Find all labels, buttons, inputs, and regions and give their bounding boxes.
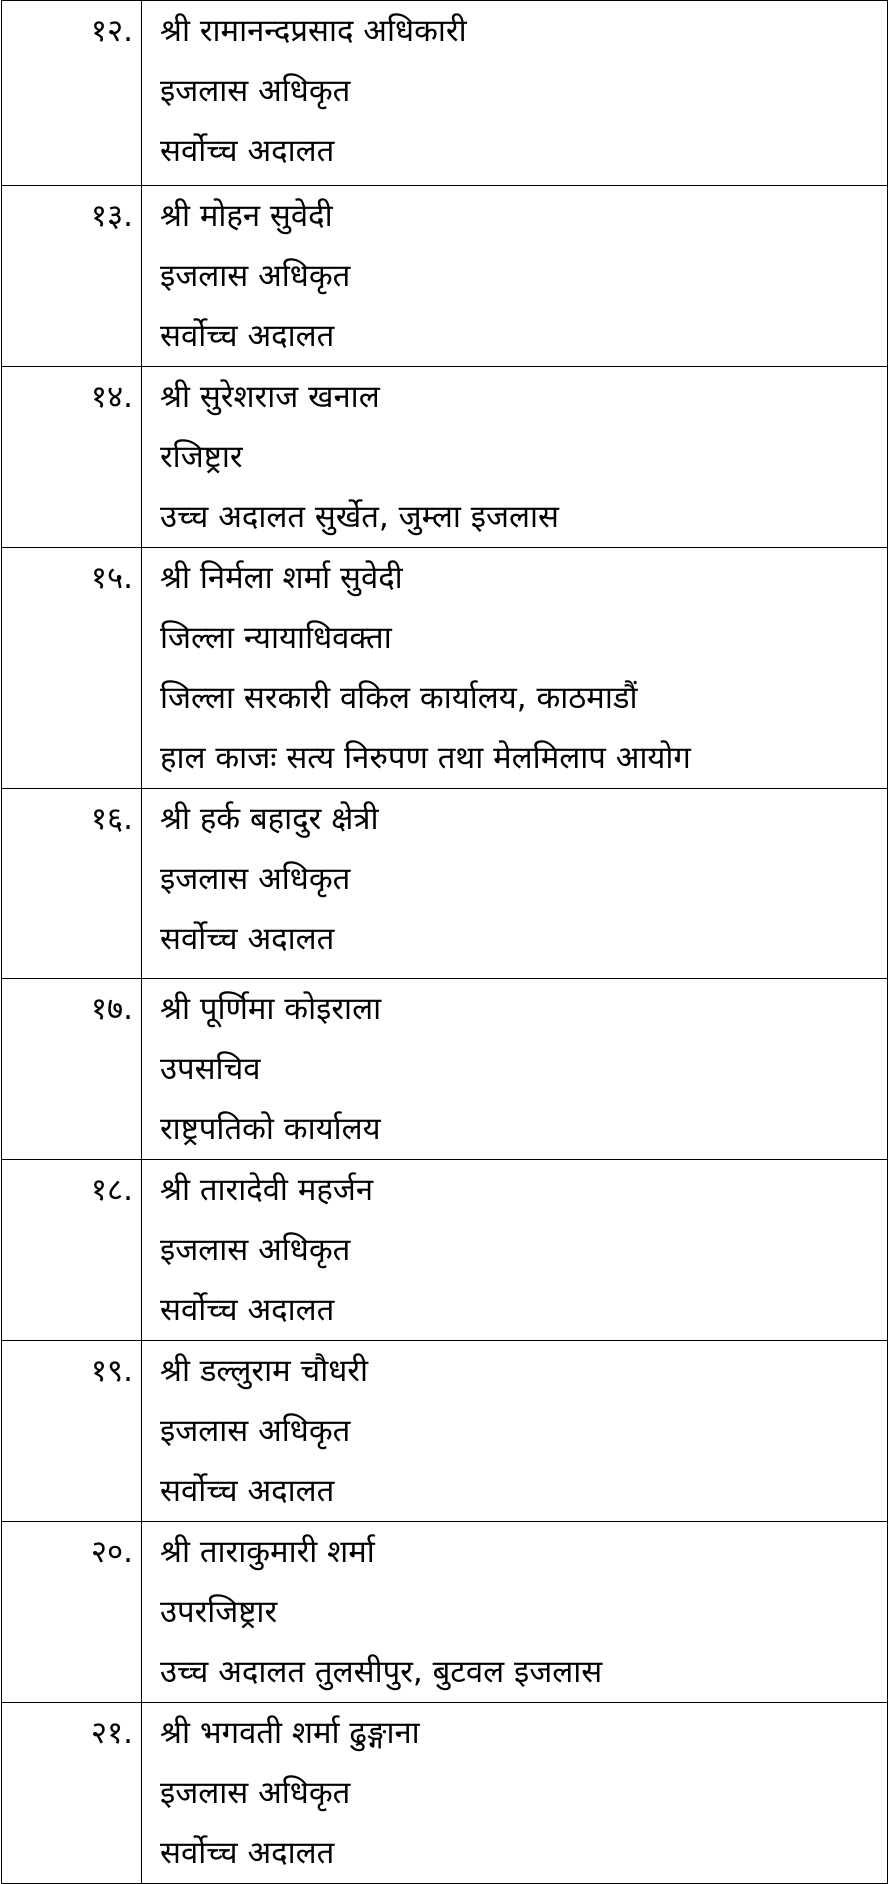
person-designation: इजलास अधिकृत (160, 1775, 351, 1811)
row-number: १४. (2, 367, 142, 548)
person-details (142, 186, 888, 367)
row-number: १९. (2, 1341, 142, 1522)
person-details (142, 1522, 888, 1703)
person-details (142, 1341, 888, 1522)
person-office: सर्वोच्च अदालत (160, 318, 335, 354)
person-office: सर्वोच्च अदालत (160, 1835, 335, 1871)
person-details (142, 367, 888, 548)
row-number: १७. (2, 979, 142, 1160)
person-details (142, 1160, 888, 1341)
person-name: श्री निर्मला शर्मा सुवेदी (160, 560, 403, 596)
person-office: उच्च अदालत तुलसीपुर, बुटवल इजलास (160, 1654, 603, 1690)
personnel-table (1, 0, 888, 1884)
row-number: १२. (2, 1, 142, 186)
person-details (142, 789, 888, 979)
person-office: उच्च अदालत सुर्खेत, जुम्ला इजलास (160, 499, 559, 535)
person-designation: इजलास अधिकृत (160, 1232, 351, 1268)
person-name: श्री पूर्णिमा कोइराला (160, 991, 382, 1027)
person-designation: उपरजिष्ट्रार (160, 1594, 278, 1630)
personnel-table-body (2, 1, 888, 1884)
person-name: श्री डल्लुराम चौधरी (160, 1353, 369, 1389)
person-name: श्री मोहन सुवेदी (160, 198, 333, 234)
person-designation: जिल्ला न्यायाधिवक्ता (160, 620, 392, 656)
person-office: हाल काजः सत्य निरुपण तथा मेलमिलाप आयोग (160, 740, 691, 776)
person-name: श्री भगवती शर्मा ढुङ्गाना (160, 1715, 420, 1751)
person-designation: उपसचिव (160, 1051, 261, 1087)
person-details (142, 979, 888, 1160)
table-row (2, 979, 888, 1160)
person-name: श्री हर्क बहादुर क्षेत्री (160, 801, 379, 837)
table-row (2, 1522, 888, 1703)
table-row (2, 1160, 888, 1341)
table-row (2, 1341, 888, 1522)
person-designation: रजिष्ट्रार (160, 439, 243, 475)
person-designation: इजलास अधिकृत (160, 73, 351, 109)
person-designation: इजलास अधिकृत (160, 861, 351, 897)
person-office: सर्वोच्च अदालत (160, 1473, 335, 1509)
person-office: सर्वोच्च अदालत (160, 1292, 335, 1328)
person-name: श्री सुरेशराज खनाल (160, 379, 380, 415)
table-row (2, 1, 888, 186)
person-name: श्री रामानन्दप्रसाद अधिकारी (160, 13, 467, 49)
person-office: राष्ट्रपतिको कार्यालय (160, 1111, 381, 1147)
person-name: श्री तारादेवी महर्जन (160, 1172, 374, 1208)
table-row (2, 789, 888, 979)
row-number: २१. (2, 1703, 142, 1884)
table-row (2, 1703, 888, 1884)
person-office: सर्वोच्च अदालत (160, 921, 335, 957)
row-number: १६. (2, 789, 142, 979)
person-details (142, 1, 888, 186)
person-designation: इजलास अधिकृत (160, 258, 351, 294)
row-number: २०. (2, 1522, 142, 1703)
person-office: सर्वोच्च अदालत (160, 133, 335, 169)
person-office: जिल्ला सरकारी वकिल कार्यालय, काठमाडौं (160, 680, 638, 716)
person-designation: इजलास अधिकृत (160, 1413, 351, 1449)
row-number: १८. (2, 1160, 142, 1341)
person-details (142, 548, 888, 789)
table-row (2, 367, 888, 548)
person-details (142, 1703, 888, 1884)
row-number: १५. (2, 548, 142, 789)
table-row (2, 548, 888, 789)
row-number: १३. (2, 186, 142, 367)
person-name: श्री ताराकुमारी शर्मा (160, 1534, 375, 1570)
table-row (2, 186, 888, 367)
